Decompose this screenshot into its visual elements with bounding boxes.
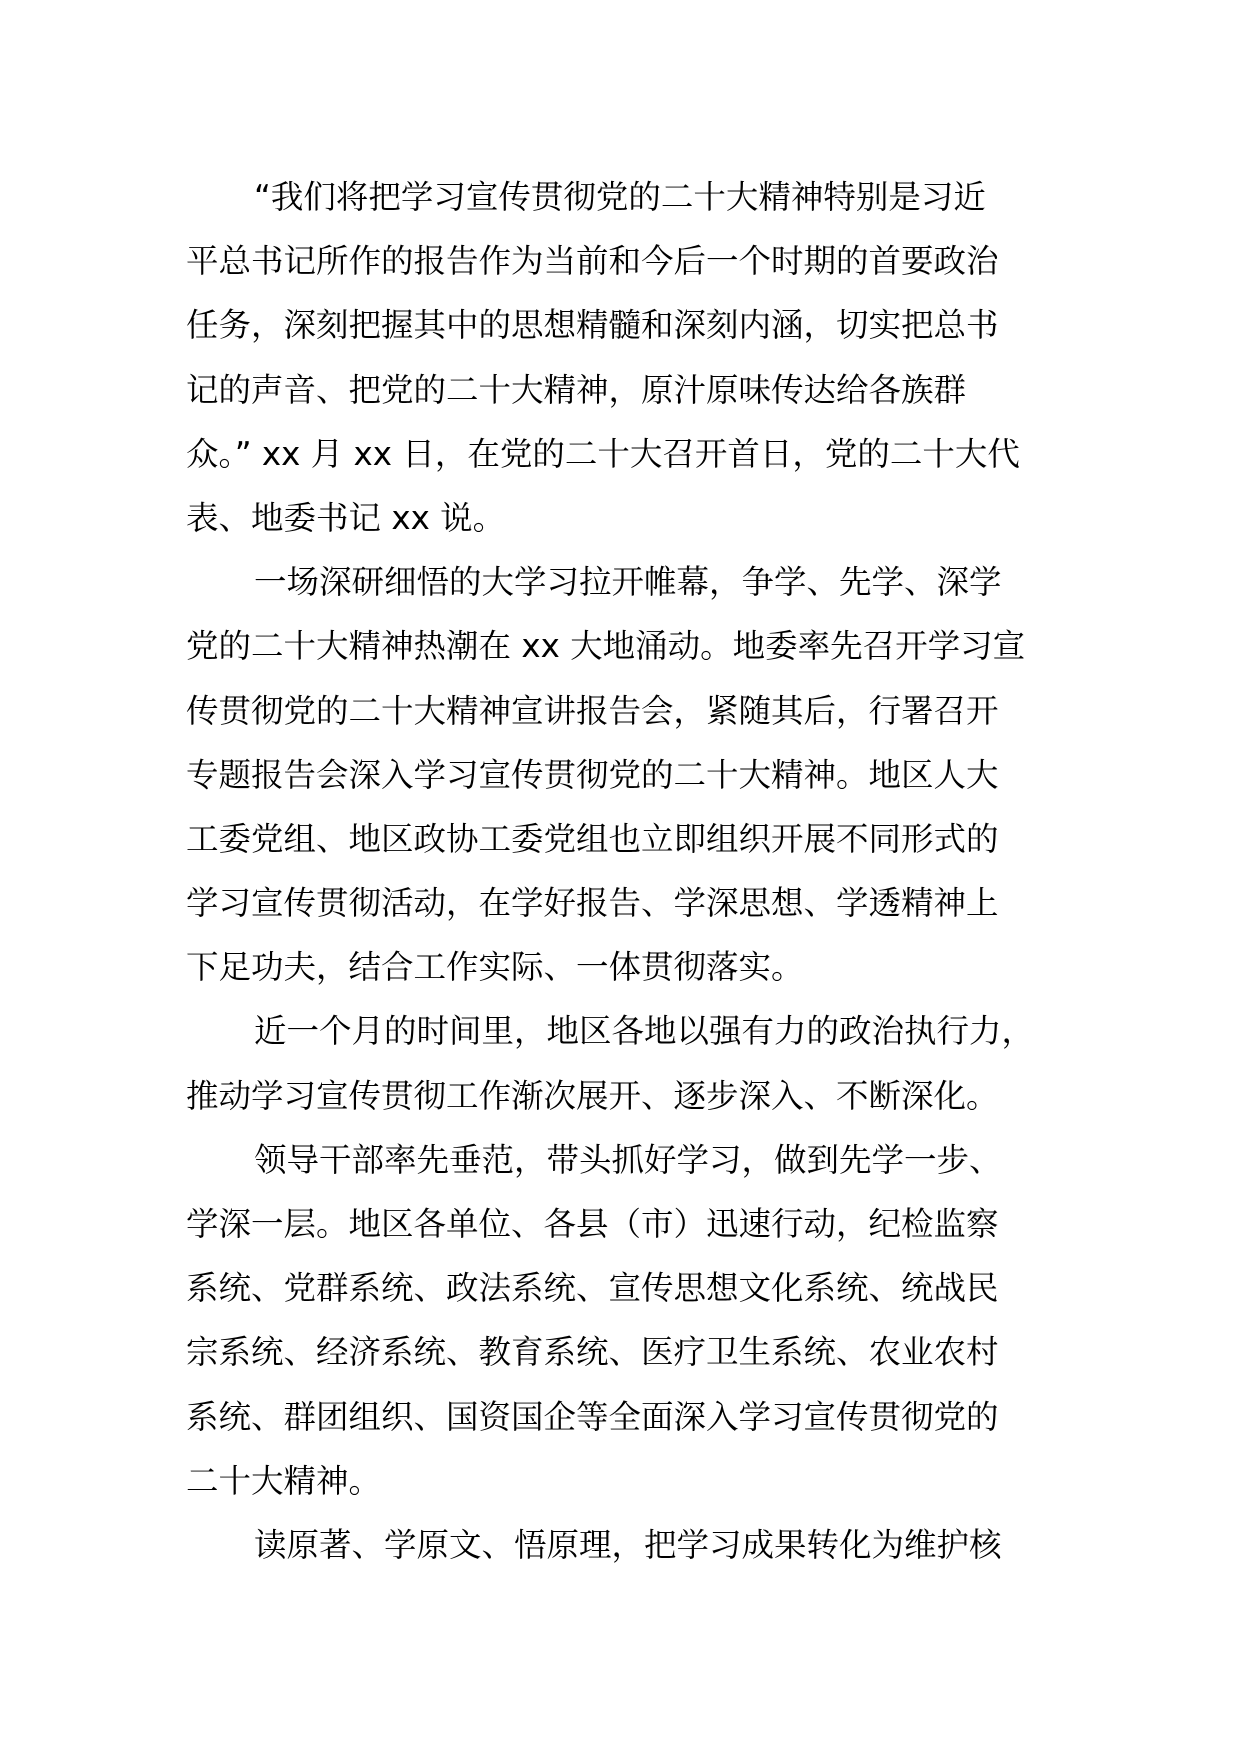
text-line-20: 系统、群团组织、国资国企等全面深入学习宣传贯彻党的 xyxy=(186,1397,999,1436)
text-line-5: 众。” xx 月 xx 日，在党的二十大召开首日，党的二十大代 xyxy=(186,434,1020,473)
text-line-6: 表、地委书记 xx 说。 xyxy=(186,498,506,537)
document-body xyxy=(186,165,1066,1577)
text-line-9: 传贯彻党的二十大精神宣讲报告会，紧随其后，行署召开 xyxy=(186,691,999,730)
text-line-18: 系统、党群系统、政法系统、宣传思想文化系统、统战民 xyxy=(186,1269,999,1308)
text-line-12: 学习宣传贯彻活动，在学好报告、学深思想、学透精神上 xyxy=(186,884,999,923)
text-line-19: 宗系统、经济系统、教育系统、医疗卫生系统、农业农村 xyxy=(186,1333,999,1372)
text-line-1: “我们将把学习宣传贯彻党的二十大精神特别是习近 xyxy=(254,178,986,216)
text-line-14: 近一个月的时间里，地区各地以强有力的政治执行力， xyxy=(254,1012,1035,1051)
text-line-3: 任务，深刻把握其中的思想精髓和深刻内涵，切实把总书 xyxy=(186,306,999,345)
text-line-17: 学深一层。地区各单位、各县（市）迅速行动，纪检监察 xyxy=(186,1205,999,1243)
text-line-7: 一场深研细悟的大学习拉开帷幕，争学、先学、深学 xyxy=(254,563,1002,602)
text-line-4: 记的声音、把党的二十大精神，原汁原味传达给各族群 xyxy=(186,370,967,409)
text-line-21: 二十大精神。 xyxy=(186,1461,382,1500)
text-line-10: 专题报告会深入学习宣传贯彻党的二十大精神。地区人大 xyxy=(186,755,999,794)
text-line-15: 推动学习宣传贯彻工作渐次展开、逐步深入、不断深化。 xyxy=(186,1076,999,1115)
text-line-8: 党的二十大精神热潮在 xx 大地涌动。地委率先召开学习宣 xyxy=(186,627,1026,666)
text-line-22: 读原著、学原文、悟原理，把学习成果转化为维护核 xyxy=(254,1525,1002,1564)
text-line-11: 工委党组、地区政协工委党组也立即组织开展不同形式的 xyxy=(186,819,999,858)
text-line-13: 下足功夫，结合工作实际、一体贯彻落实。 xyxy=(186,948,804,987)
text-line-2: 平总书记所作的报告作为当前和今后一个时期的首要政治 xyxy=(186,242,999,281)
text-line-16: 领导干部率先垂范，带头抓好学习，做到先学一步、 xyxy=(254,1140,1002,1179)
